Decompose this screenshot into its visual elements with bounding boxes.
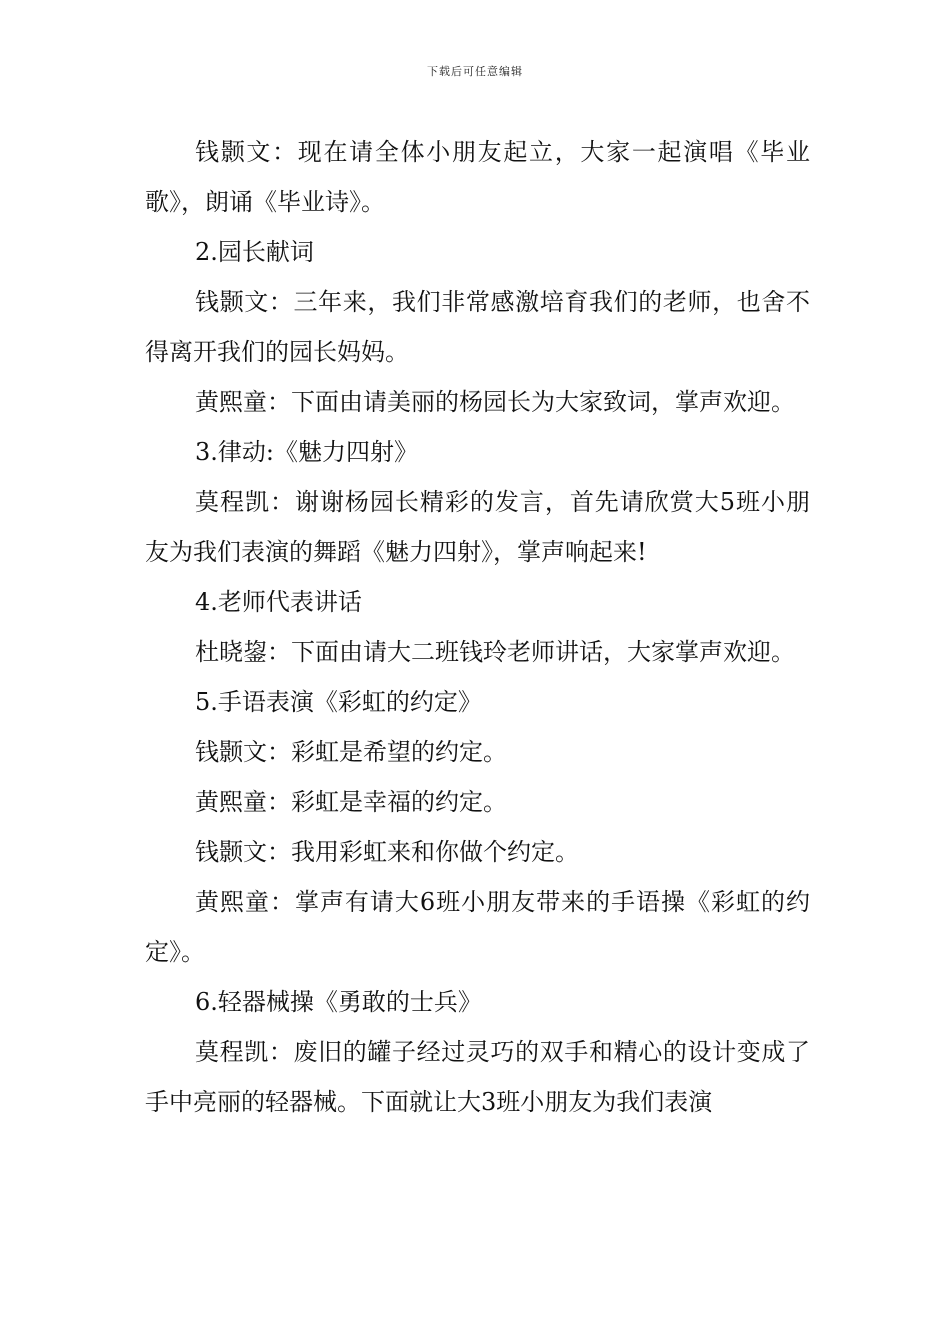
- paragraph: 黄熙童：彩虹是幸福的约定。: [195, 788, 507, 816]
- paragraph: 钱颢文：三年来，我们非常感激培育我们的老师，也舍不得离开我们的园长妈妈。: [145, 288, 810, 366]
- section-heading: 6.轻器械操《勇敢的士兵》: [195, 988, 482, 1016]
- paragraph: 黄熙童：掌声有请大6班小朋友带来的手语操《彩虹的约定》。: [145, 888, 810, 966]
- section-heading: 2.园长献词: [195, 238, 314, 266]
- paragraph: 黄熙童：下面由请美丽的杨园长为大家致词，掌声欢迎。: [195, 388, 795, 416]
- document-body: [145, 127, 810, 1127]
- paragraph: 钱颢文：现在请全体小朋友起立，大家一起演唱《毕业歌》，朗诵《毕业诗》。: [145, 138, 810, 216]
- paragraph: 杜晓鋆：下面由请大二班钱玲老师讲话，大家掌声欢迎。: [195, 638, 795, 666]
- header-note: 下载后可任意编辑: [427, 65, 523, 78]
- paragraph: 钱颢文：彩虹是希望的约定。: [195, 738, 507, 766]
- section-heading: 4.老师代表讲话: [195, 588, 362, 616]
- paragraph: 莫程凯：谢谢杨园长精彩的发言，首先请欣赏大5班小朋友为我们表演的舞蹈《魅力四射》，掌声响起来!: [145, 488, 810, 566]
- section-heading: 5.手语表演《彩虹的约定》: [195, 688, 482, 716]
- paragraph: 莫程凯：废旧的罐子经过灵巧的双手和精心的设计变成了手中亮丽的轻器械。下面就让大3班小朋友为我们表演: [145, 1038, 810, 1116]
- paragraph: 钱颢文：我用彩虹来和你做个约定。: [195, 838, 579, 866]
- section-heading: 3.律动:《魅力四射》: [195, 438, 418, 466]
